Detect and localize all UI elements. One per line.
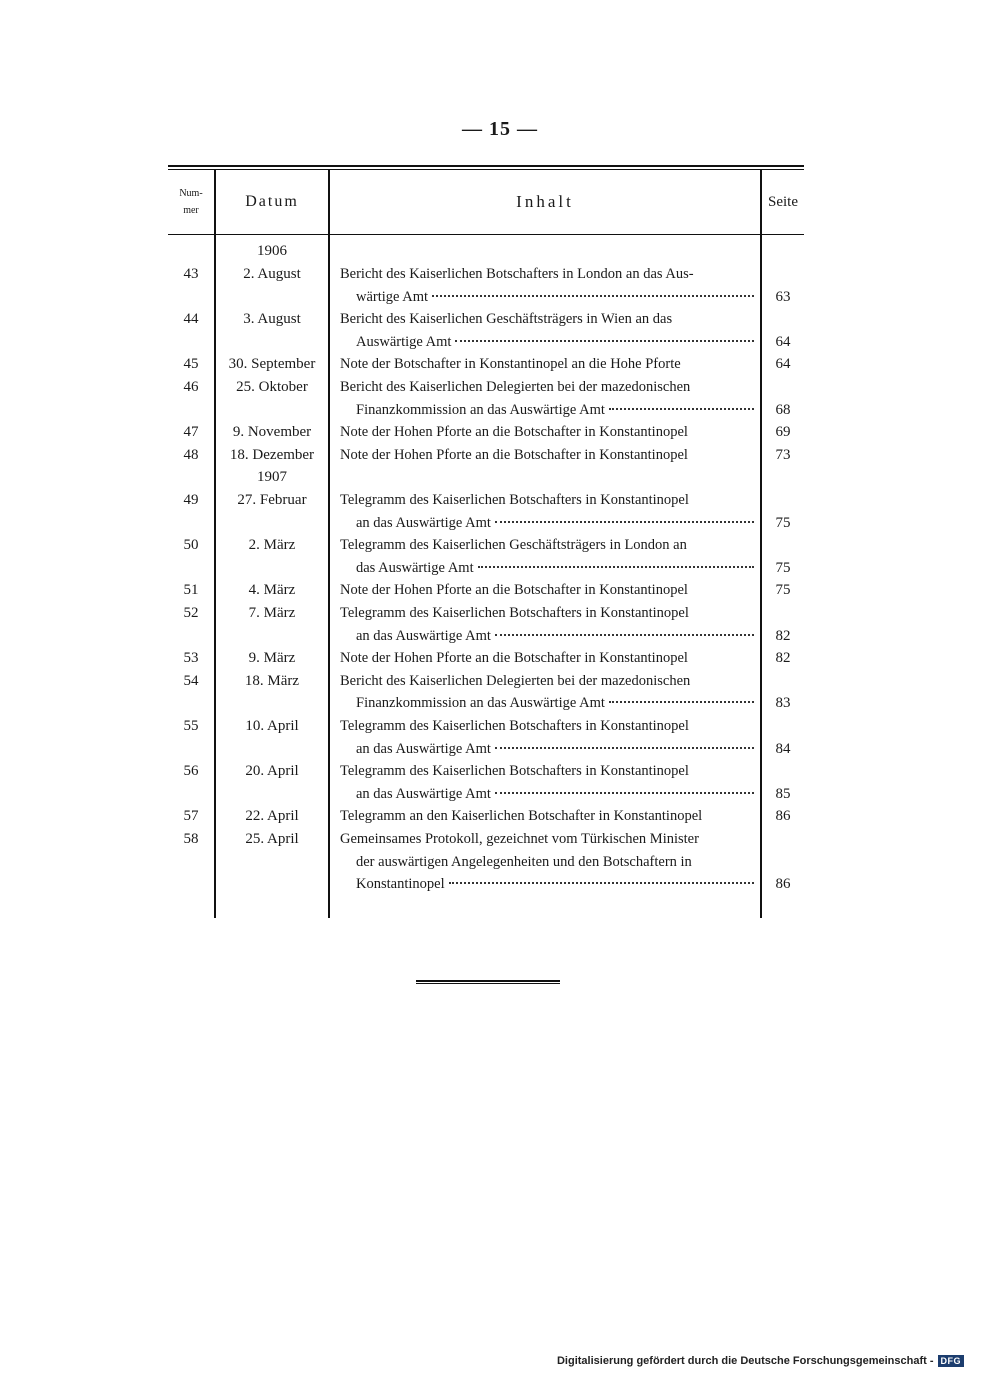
dot-leader: [495, 747, 754, 749]
row-content: [340, 602, 754, 647]
row-content-line: das Auswärtige Amt: [356, 559, 474, 576]
dot-leader: [478, 566, 754, 568]
row-page: 75: [775, 559, 791, 576]
row-date: 2. August: [243, 266, 301, 282]
row-page: 75: [775, 582, 791, 599]
row-page: 82: [775, 627, 791, 644]
row-content: [340, 715, 754, 760]
footer-text: Digitalisierung gefördert durch die Deutsche Forschungsgemeinschaft -: [556, 1355, 934, 1367]
row-number: 51: [183, 582, 199, 599]
year-label: 1907: [257, 469, 287, 486]
row-number: 57: [183, 808, 199, 825]
row-number: 50: [183, 537, 199, 554]
row-content-line: an das Auswärtige Amt: [356, 785, 491, 802]
row-page: 86: [775, 808, 791, 825]
header-number: [168, 170, 214, 234]
row-content-line: Bericht des Kaiserlichen Botschafters in London an das Aus-: [340, 266, 694, 282]
row-content-line: Telegramm an den Kaiserlichen Botschafter in Konstantinopel: [340, 808, 703, 825]
row-page: 63: [775, 288, 791, 305]
row-date: 2. März: [248, 537, 296, 554]
row-date: 18. Dezember: [229, 446, 315, 463]
row-date: 10. April: [245, 718, 299, 734]
row-date: 3. August: [243, 311, 301, 328]
row-content-line: Bericht des Kaiserlichen Geschäftsträgers in Wien an das: [340, 311, 673, 328]
row-content-line: Bericht des Kaiserlichen Delegierten bei der mazedonischen: [340, 379, 691, 395]
row-content-line: Telegramm des Kaiserlichen Botschafters in Konstantinopel: [340, 718, 689, 734]
row-content: [340, 760, 754, 805]
row-content: [340, 444, 754, 467]
row-content-line: Note der Botschafter in Konstantinopel an die Hohe Pforte: [340, 356, 681, 373]
row-content-line: Telegramm des Kaiserlichen Botschafters in Konstantinopel: [340, 763, 689, 780]
dot-leader: [609, 701, 754, 703]
row-content-line: an das Auswärtige Amt: [356, 514, 491, 531]
row-number: 56: [183, 763, 199, 780]
row-content-line: Telegramm des Kaiserlichen Botschafters in Konstantinopel: [340, 492, 689, 508]
header-date: Datum: [245, 193, 299, 210]
row-page: 85: [775, 785, 791, 802]
row-content-line: Bericht des Kaiserlichen Delegierten bei der mazedonischen: [340, 672, 691, 689]
row-content-line: Konstantinopel: [356, 876, 445, 892]
header-page: Seite: [768, 193, 798, 210]
row-number: 58: [183, 831, 199, 847]
row-content: [340, 670, 754, 715]
row-content: [340, 376, 754, 421]
row-content-line: Auswärtige Amt: [356, 333, 452, 350]
row-content: [340, 805, 754, 828]
table-header-rule: [168, 234, 804, 235]
row-number: 52: [183, 605, 199, 621]
row-date: 25. Oktober: [236, 379, 308, 395]
row-page: 84: [775, 740, 791, 757]
row-page: 83: [775, 695, 791, 712]
row-content: [340, 353, 754, 376]
row-content-line: Finanzkommission an das Auswärtige Amt: [356, 401, 605, 418]
row-date: 4. März: [248, 582, 296, 599]
end-rule: [416, 980, 560, 984]
row-content: [340, 308, 754, 353]
row-content-line: an das Auswärtige Amt: [356, 740, 491, 757]
row-content-line: Note der Hohen Pforte an die Botschafter in Konstantinopel: [340, 650, 688, 667]
row-date: 9. März: [248, 650, 296, 667]
row-number: 43: [183, 266, 199, 282]
row-content-line: Telegramm des Kaiserlichen Geschäftsträgers in London an: [340, 537, 687, 554]
dot-leader: [449, 882, 754, 884]
dot-leader: [495, 634, 754, 636]
dot-leader: [609, 408, 754, 410]
year-label: 1906: [257, 243, 287, 260]
row-number: 53: [183, 650, 199, 667]
row-date: 30. September: [228, 356, 316, 373]
row-content-line: Note der Hohen Pforte an die Botschafter in Konstantinopel: [340, 424, 688, 441]
row-date: 22. April: [245, 808, 299, 825]
row-content: [340, 647, 754, 670]
row-date: 27. Februar: [237, 492, 307, 508]
row-number: 48: [183, 446, 199, 463]
row-page: 69: [775, 424, 791, 441]
row-content-line: wärtige Amt: [356, 288, 429, 305]
header-content: Inhalt: [516, 192, 574, 211]
footer: [557, 1355, 964, 1367]
row-date: 25. April: [245, 831, 299, 847]
row-page: 75: [775, 514, 791, 531]
row-number: 55: [183, 718, 199, 734]
row-content: [340, 263, 754, 308]
dot-leader: [455, 340, 754, 342]
row-page: 86: [775, 876, 791, 893]
row-date: 18. März: [244, 672, 300, 689]
header-number-line1: Num-: [179, 188, 203, 199]
row-content-line: an das Auswärtige Amt: [356, 627, 491, 644]
dfg-logo: DFG: [938, 1355, 965, 1367]
header-number-line2: mer: [183, 205, 199, 216]
row-page: 82: [775, 650, 791, 667]
row-content: [340, 421, 754, 444]
dot-leader: [495, 792, 754, 794]
row-number: 54: [183, 672, 199, 689]
dot-leader: [432, 295, 754, 297]
row-page: 73: [775, 446, 791, 463]
row-content: [340, 579, 754, 602]
row-date: 20. April: [245, 763, 299, 780]
row-number: 47: [183, 424, 199, 441]
column-divider-2: [328, 170, 330, 918]
row-content: [340, 489, 754, 534]
row-number: 45: [183, 356, 199, 373]
row-number: 49: [183, 492, 199, 508]
row-content-line: Telegramm des Kaiserlichen Botschafters in Konstantinopel: [340, 605, 689, 621]
row-page: 64: [775, 356, 791, 373]
row-content: [340, 828, 754, 896]
row-content-line: Gemeinsames Protokoll, gezeichnet vom Türkischen Minister: [340, 831, 699, 847]
row-content-line: der auswärtigen Angelegenheiten und den Botschaftern in: [356, 853, 692, 870]
row-content-line: Finanzkommission an das Auswärtige Amt: [356, 695, 605, 712]
row-page: 68: [775, 401, 791, 418]
row-date: 9. November: [232, 424, 312, 441]
row-content: [340, 534, 754, 579]
dot-leader: [495, 521, 754, 523]
row-number: 44: [183, 311, 199, 328]
row-content-line: Note der Hohen Pforte an die Botschafter in Konstantinopel: [340, 582, 688, 599]
row-content-line: Note der Hohen Pforte an die Botschafter in Konstantinopel: [340, 446, 688, 463]
row-number: 46: [183, 379, 199, 395]
page-number: — 15 —: [462, 118, 538, 140]
row-page: 64: [775, 333, 791, 350]
row-date: 7. März: [248, 605, 296, 621]
